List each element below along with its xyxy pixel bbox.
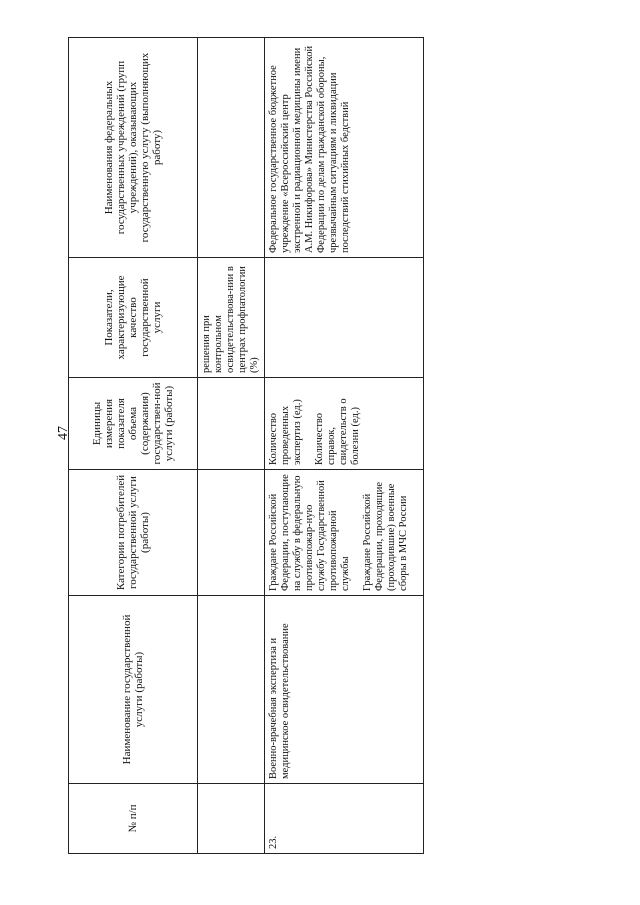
cont-cell-number	[198, 784, 265, 854]
cont-cell-service	[198, 596, 265, 784]
units-item-1: Количество проведенных экспертиз (ед.)	[268, 399, 303, 465]
consumers-group-2: Граждане Российской Федерации, проходящие (проходившие) военные сборы в МЧС России	[362, 481, 409, 591]
services-table	[68, 37, 424, 854]
cont-cell-quality: решения при контрольном освидетельствова-нии в центрах профпатологии (%)	[198, 258, 265, 378]
header-number: № п/п	[69, 784, 198, 854]
header-quality: Показатели, характеризующие качество государственной услуги	[69, 258, 198, 378]
cont-cell-units	[198, 378, 265, 470]
continuation-row	[198, 38, 265, 854]
row-consumers	[265, 470, 424, 596]
consumers-group-1: Граждане Российской Федерации, поступающие на службу в федеральную противопожар-ную службу Государственной противопожарной службы	[268, 474, 351, 591]
table-row	[265, 38, 424, 854]
rotated-page	[68, 38, 414, 854]
header-service-name: Наименование государственной услуги (работы)	[69, 596, 198, 784]
cont-cell-institutions	[198, 38, 265, 258]
row-quality	[265, 258, 424, 378]
row-service-name: Военно-врачебная экспертиза и медицинское освидетельствование	[265, 596, 424, 784]
units-item-2: Количество справок, свидетельств о болезни (ед.)	[314, 398, 361, 465]
header-institutions: Наименования федеральных государственных учреждений (групп учреждений), оказывающих государственную услугу (выполняющих работу)	[69, 38, 198, 258]
row-number: 23.	[265, 784, 424, 854]
header-units: Единицы измерения показателя объема (содержания) государствен-ной услуги (работы)	[69, 378, 198, 470]
table-header-row	[69, 38, 198, 854]
page-number: 47	[56, 426, 71, 440]
cont-cell-consumers	[198, 470, 265, 596]
row-institutions: Федеральное государственное бюджетное учреждение «Всероссийский центр экстренной и радиационной медицины имени А.М. Никифорова» Министерства Российской Федерации по делам гражданской обороны, чрезвычайным ситуациям и ликвидации последствий стихийных бедствий	[265, 38, 424, 258]
header-consumers: Категории потребителей государственной услуги (работы)	[69, 470, 198, 596]
row-units	[265, 378, 424, 470]
